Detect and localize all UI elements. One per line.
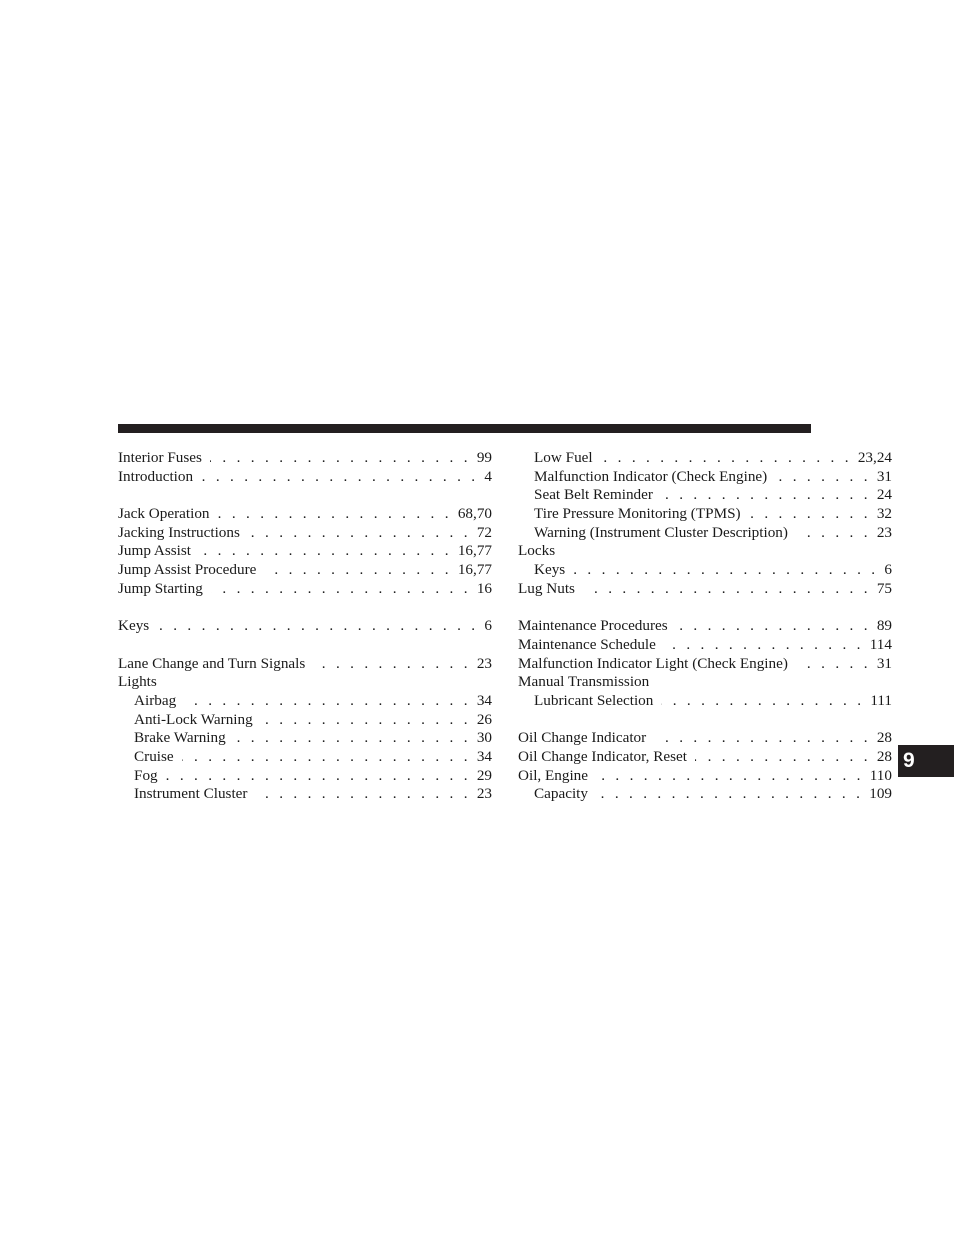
dot-leader (248, 524, 471, 543)
dot-leader (157, 617, 478, 636)
dot-leader (182, 748, 471, 767)
index-term: Lights (118, 673, 157, 691)
index-page-number: 23 (876, 523, 892, 541)
index-page-number: 111 (870, 691, 892, 709)
index-term: Warning (Instrument Cluster Description) (534, 523, 788, 541)
index-entry (118, 505, 492, 524)
index-entry (518, 617, 892, 636)
dot-leader (596, 785, 863, 804)
dot-leader (654, 729, 871, 748)
index-entry (518, 655, 892, 674)
dot-leader (796, 655, 871, 674)
header-rule (118, 424, 811, 433)
index-entry (118, 561, 492, 580)
dot-leader (664, 636, 864, 655)
index-term: Capacity (534, 785, 588, 803)
index-term: Jump Assist Procedure (118, 561, 257, 579)
dot-leader (583, 580, 871, 599)
index-entry (118, 767, 492, 786)
index-entry (118, 655, 492, 674)
index-page-number: 29 (476, 766, 492, 784)
index-entry (518, 767, 892, 786)
dot-leader (596, 767, 864, 786)
index-page-number: 26 (476, 710, 492, 728)
index-page-number: 16 (476, 579, 492, 597)
index-page-number: 75 (876, 579, 892, 597)
dot-leader (261, 711, 471, 730)
index-term: Jump Assist (118, 542, 192, 560)
index-term: Oil Change Indicator (518, 729, 647, 747)
index-entry (118, 748, 492, 767)
index-entry (518, 673, 892, 692)
dot-leader (661, 486, 871, 505)
index-page-number: 109 (869, 785, 892, 803)
dot-leader (211, 580, 471, 599)
index-entry (518, 729, 892, 748)
index-term: Lubricant Selection (534, 691, 654, 709)
index-entry (518, 561, 892, 580)
index-entry (118, 673, 492, 692)
index-term: Fog (134, 766, 158, 784)
index-column-left (118, 449, 492, 804)
dot-leader (573, 561, 878, 580)
index-entry (118, 580, 492, 599)
index-page-number: 6 (884, 561, 892, 579)
dot-leader (210, 449, 471, 468)
index-entry (118, 468, 492, 487)
dot-leader (313, 655, 471, 674)
index-page-number: 114 (869, 635, 892, 653)
index-page-number: 72 (476, 523, 492, 541)
dot-leader (166, 767, 471, 786)
index-term: Oil, Engine (518, 766, 589, 784)
index-entry (518, 449, 892, 468)
index-term: Airbag (134, 691, 177, 709)
index-term: Keys (118, 617, 150, 635)
index-page-number: 4 (484, 467, 492, 485)
dot-leader (264, 561, 451, 580)
index-entry (518, 748, 892, 767)
index-page-number: 110 (869, 766, 892, 784)
index-term: Seat Belt Reminder (534, 486, 653, 504)
index-page-number: 23,24 (857, 449, 892, 466)
index-page-number: 6 (484, 617, 492, 635)
index-page-number: 89 (876, 617, 892, 635)
dot-leader (255, 785, 470, 804)
index-entry (518, 580, 892, 599)
index-page-number: 28 (876, 748, 892, 765)
index-entry (518, 785, 892, 804)
index-entry (118, 729, 492, 748)
index-page-number: 99 (476, 449, 492, 466)
index-entry (118, 542, 492, 561)
dot-leader (661, 692, 864, 711)
index-term: Interior Fuses (118, 449, 202, 466)
index-term: Oil Change Indicator, Reset (518, 748, 687, 765)
index-entry (118, 449, 492, 468)
index-entry (518, 486, 892, 505)
index-term: Malfunction Indicator (Check Engine) (534, 467, 768, 485)
dot-leader (201, 468, 478, 487)
index-entry (118, 524, 492, 543)
index-entry (518, 505, 892, 524)
index-term: Malfunction Indicator Light (Check Engine) (518, 654, 788, 672)
dot-leader (218, 505, 452, 524)
section-tab: 9 (898, 745, 954, 777)
dot-leader (601, 449, 852, 468)
index-entry (118, 692, 492, 711)
index-term: Brake Warning (134, 729, 226, 747)
dot-leader (184, 692, 471, 711)
index-term: Locks (518, 542, 556, 560)
index-term: Lane Change and Turn Signals (118, 654, 306, 672)
index-term: Jump Starting (118, 579, 203, 597)
index-term: Keys (534, 561, 566, 579)
index-page-number: 24 (876, 486, 892, 504)
dot-leader (796, 524, 871, 543)
index-term: Maintenance Schedule (518, 635, 656, 653)
index-term: Instrument Cluster (134, 785, 248, 803)
dot-leader (234, 729, 471, 748)
dot-leader (199, 542, 452, 561)
index-entry (518, 524, 892, 543)
index-term: Tire Pressure Monitoring (TPMS) (534, 505, 741, 523)
index-entry (518, 468, 892, 487)
index-page-number: 16,77 (457, 561, 492, 579)
index-page-number: 68,70 (457, 505, 492, 523)
index-term: Maintenance Procedures (518, 617, 668, 635)
index-column-right (518, 449, 892, 804)
index-entry (518, 542, 892, 561)
index-page-number: 28 (876, 729, 892, 747)
index-entry (118, 617, 492, 636)
index-page-number: 34 (476, 691, 492, 709)
dot-leader (775, 468, 871, 487)
index-entry (118, 785, 492, 804)
index-entry (518, 692, 892, 711)
index-page-number: 23 (476, 785, 492, 803)
index-page-number: 31 (876, 654, 892, 672)
index-page-number: 32 (876, 505, 892, 523)
index-term: Cruise (134, 748, 174, 765)
dot-leader (695, 748, 871, 767)
index-entry (118, 711, 492, 730)
index-page-number: 31 (876, 467, 892, 485)
index-page-number: 23 (476, 654, 492, 672)
index-entry (518, 636, 892, 655)
index-term: Introduction (118, 467, 194, 485)
index-term: Lug Nuts (518, 579, 575, 597)
index-page-number: 16,77 (457, 542, 492, 560)
index-page-number: 30 (476, 729, 492, 747)
index-term: Jack Operation (118, 505, 210, 523)
dot-leader (676, 617, 871, 636)
index-term: Jacking Instructions (118, 523, 240, 541)
index-term: Low Fuel (534, 449, 593, 466)
index-term: Anti-Lock Warning (134, 710, 253, 728)
index-page-number: 34 (476, 748, 492, 765)
dot-leader (749, 505, 871, 524)
index-term: Manual Transmission (518, 673, 650, 691)
